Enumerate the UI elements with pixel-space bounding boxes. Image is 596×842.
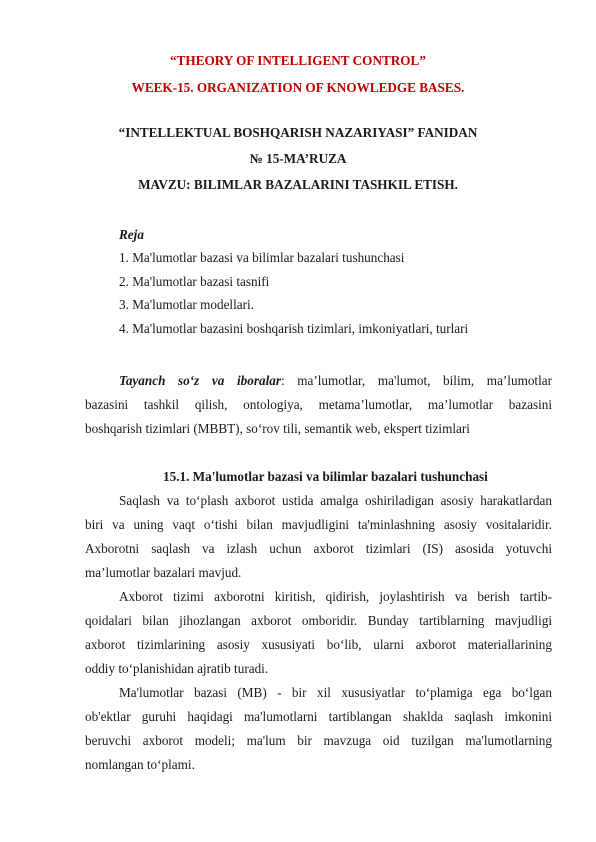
section-heading: 15.1. Ma'lumotlar bazasi va bilimlar bazalari tushunchasi [163, 469, 488, 484]
keywords-list-start: : ma’lumotlar, ma'lumot, bilim, ma’lumotlar [280, 373, 552, 388]
paragraph-2-line: oddiy to‘planishidan ajratib turadi. [85, 661, 269, 676]
paragraph-1-line: Saqlash va to‘plash axborot ustida amalga oshiriladigan asosiy harakatlardan [119, 493, 552, 508]
paragraph-3-line: ob'ektlar guruhi haqidagi ma'lumotlarni tartiblangan shaklda saqlash imkonini [85, 709, 552, 724]
keywords-line-2: bazasini tashkil qilish, ontologiya, metama’lumotlar, ma’lumotlar bazasini [85, 397, 552, 412]
paragraph-1-line: Axborotni saqlash va izlash uchun axborot tizimlari (IS) asosida yotuvchi [85, 541, 552, 556]
lecture-number: № 15-MA’RUZA [249, 151, 347, 166]
keywords-line-1 [119, 373, 552, 389]
paragraph-3-line: Ma'lumotlar bazasi (MB) - bir xil xususiyatlar to‘plamiga ega bo‘lgan [119, 685, 552, 700]
plan-item: 4. Ma'lumotlar bazasini boshqarish tizimlari, imkoniyatlari, turlari [119, 321, 469, 336]
paragraph-1-line: biri va uning vaqt o‘tishi bilan mavjudligini ta'minlashning asosiy vositalaridir. [85, 517, 552, 532]
plan-item: 1. Ma'lumotlar bazasi va bilimlar bazalari tushunchasi [119, 250, 405, 265]
english-week-title: WEEK-15. ORGANIZATION OF KNOWLEDGE BASES. [131, 80, 465, 95]
keywords-label: Tayanch so‘z va iboralar [119, 373, 281, 388]
english-course-title: “THEORY OF INTELLIGENT CONTROL” [170, 53, 426, 68]
plan-heading: Reja [119, 227, 144, 242]
paragraph-2-line: Axborot tizimi axborotni kiritish, qidirish, joylashtirish va berish tartib- [119, 589, 552, 604]
paragraph-1-line: ma’lumotlar bazalari mavjud. [85, 565, 242, 580]
plan-item: 2. Ma'lumotlar bazasi tasnifi [119, 274, 270, 289]
lecture-topic: MAVZU: BILIMLAR BAZALARINI TASHKIL ETISH. [138, 177, 458, 192]
paragraph-2-line: axborot tizimlarining asosiy xususiyati bo‘lib, ularni axborot materiallarining [85, 637, 552, 652]
paragraph-3-line: beruvchi axborot modeli; ma'lum bir mavzuga oid tuzilgan ma'lumotlarning [85, 733, 552, 748]
uzbek-course-title: “INTELLEKTUAL BOSHQARISH NAZARIYASI” FANIDAN [118, 125, 478, 140]
keywords-line-3: boshqarish tizimlari (MBBT), so‘rov tili, semantik web, ekspert tizimlari [85, 421, 470, 436]
paragraph-2-line: qoidalari bilan jihozlangan axborot omboridir. Bunday tartiblarning mavjudligi [85, 613, 552, 628]
plan-item: 3. Ma'lumotlar modellari. [119, 297, 254, 312]
paragraph-3-line: nomlangan to‘plami. [85, 757, 195, 772]
